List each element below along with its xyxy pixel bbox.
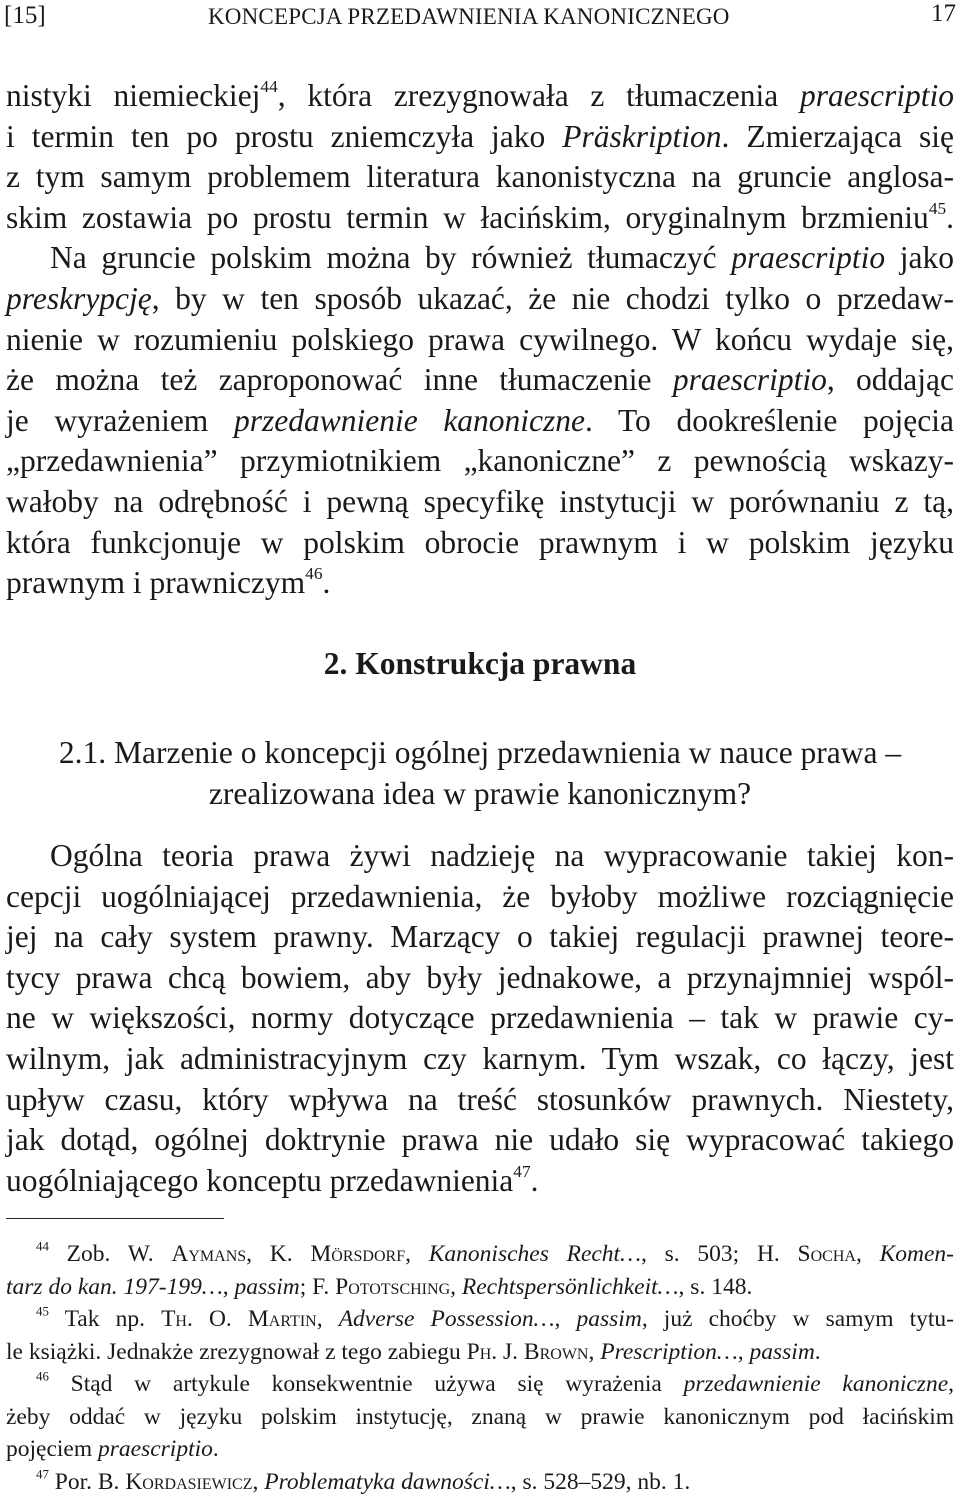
footnote-number: 47 bbox=[36, 1466, 49, 1482]
text-line: cepcji uogólniającej przedawnienia, że byłoby możliwe rozciągnięcie bbox=[6, 878, 954, 914]
section-heading: 2. Konstrukcja prawna bbox=[323, 646, 637, 681]
text-line: uogólniającego konceptu przedawnienia$^{47}$. bbox=[6, 1161, 539, 1198]
text-line: „przedawnienia” przymiotnikiem „kanoniczne” z pewnością wskazy- bbox=[6, 443, 954, 479]
text-line: Ogólna teoria prawa żywi nadzieję na wypracowanie takiej kon- bbox=[50, 838, 954, 873]
footnote-ref-46[interactable]: 46 bbox=[305, 564, 323, 584]
subsection-heading-line: 2.1. Marzenie o koncepcji ogólnej przedawnienia w nauce prawa – bbox=[58, 735, 902, 770]
footnote-separator bbox=[6, 1218, 224, 1219]
text-line: Na gruncie polskim można by również tłumaczyć praescriptio jako bbox=[50, 240, 955, 276]
footnote-44 bbox=[6, 1238, 954, 1303]
footnote-line: $^{45}$ Tak np. Th. O. Martin, Adverse Possession…, passim, już choćby w samym tytu- bbox=[36, 1303, 955, 1332]
footnote-line: $^{47}$ Por. B. Kordasiewicz, Problematyka dawności…, s. 528–529, nb. 1. bbox=[36, 1466, 691, 1495]
text-line: ne w większości, normy dotyczące przedawnienia – tak w prawie cy- bbox=[6, 1000, 954, 1036]
text-line: z tym samym problemem literatura kanonistyczna na gruncie anglosa- bbox=[6, 159, 954, 195]
footnote-45 bbox=[6, 1303, 954, 1368]
footnote-46 bbox=[6, 1368, 954, 1466]
footnote-line: le książki. Jednakże zrezygnował z tego zabiegu Ph. J. Brown, Prescription…, passim. bbox=[6, 1338, 821, 1365]
footnote-number: 44 bbox=[36, 1238, 49, 1254]
paragraph-2 bbox=[6, 836, 954, 1201]
footnote-line: żeby oddać w języku polskim instytucję, znaną w prawie kanonicznym pod łacińskim bbox=[6, 1403, 954, 1430]
footnote-ref-44[interactable]: 44 bbox=[260, 77, 278, 97]
footnote-line: pojęciem praescriptio. bbox=[6, 1436, 219, 1462]
footnote-ref-45[interactable]: 45 bbox=[928, 198, 947, 218]
subsection-heading-line: zrealizowana idea w prawie kanonicznym? bbox=[208, 776, 752, 811]
text-line: która funkcjonuje w polskim obrocie prawnym i w polskim języku bbox=[6, 524, 954, 560]
text-line: nienie w rozumieniu polskiego prawa cywilnego. W końcu wydaje się, bbox=[6, 321, 954, 357]
text-line: preskrypcję, by w ten sposób ukazać, że nie chodzi tylko o przedaw- bbox=[6, 280, 954, 316]
text-line: upływ czasu, który wpływa na treść stosunków prawnych. Niestety, bbox=[6, 1081, 954, 1117]
text-line: prawnym i prawniczym$^{46}$. bbox=[6, 564, 331, 601]
footnote-ref-47[interactable]: 47 bbox=[513, 1161, 531, 1181]
text-line: je wyrażeniem przedawnienie kanoniczne. To dookreślenie pojęcia bbox=[6, 402, 954, 438]
text-line: wałoby na odrębność i pewną specyfikę instytucji w porównaniu z tą, bbox=[6, 483, 954, 519]
section-number: [15] bbox=[4, 2, 46, 29]
paragraph-1 bbox=[6, 76, 954, 604]
text-line: wilnym, jak administracyjnym czy karnym. Tym wszak, co łączy, jest bbox=[6, 1040, 954, 1076]
footnote-line: tarz do kan. 197-199…, passim; F. Pototsching, Rechtspersönlichkeit…, s. 148. bbox=[6, 1273, 753, 1300]
footnotes bbox=[6, 1238, 954, 1498]
footnote-47 bbox=[6, 1466, 954, 1499]
text-line: nistyki niemieckiej$^{44}$, która zrezygnowała z tłumaczenia praescriptio bbox=[6, 77, 954, 113]
page-number: 17 bbox=[931, 0, 956, 27]
text-line: jak dotąd, ogólnej doktrynie prawa nie udało się wypracować takiego bbox=[6, 1122, 954, 1158]
text-line: tycy prawa chcą bowiem, aby były jednakowe, a przynajmniej wspól- bbox=[6, 959, 954, 995]
subsection-heading bbox=[6, 732, 954, 814]
text-line: że można też zaproponować inne tłumaczenie praescriptio, oddając bbox=[6, 362, 955, 398]
footnote-line: $^{46}$ Stąd w artykule konsekwentnie używa się wyrażenia przedawnienie kanoniczne, bbox=[36, 1368, 954, 1397]
footnote-number: 45 bbox=[36, 1303, 49, 1319]
text-line: jej na cały system prawny. Marzący o takiej regulacji prawnej teore- bbox=[6, 919, 954, 955]
footnote-line: $^{44}$ Zob. W. Aymans, K. Mörsdorf, Kanonisches Recht…, s. 503; H. Socha, Komen- bbox=[36, 1238, 954, 1267]
text-line: skim zostawia po prostu termin w łacińskim, oryginalnym brzmieniu$^{45}$. bbox=[6, 198, 954, 235]
running-title: KONCEPCJA PRZEDAWNIENIA KANONICZNEGO bbox=[208, 4, 730, 29]
running-header bbox=[0, 0, 960, 40]
text-line: i termin ten po prostu zniemczyła jako Präskription. Zmierzająca się bbox=[6, 118, 954, 154]
footnote-number: 46 bbox=[36, 1368, 49, 1384]
